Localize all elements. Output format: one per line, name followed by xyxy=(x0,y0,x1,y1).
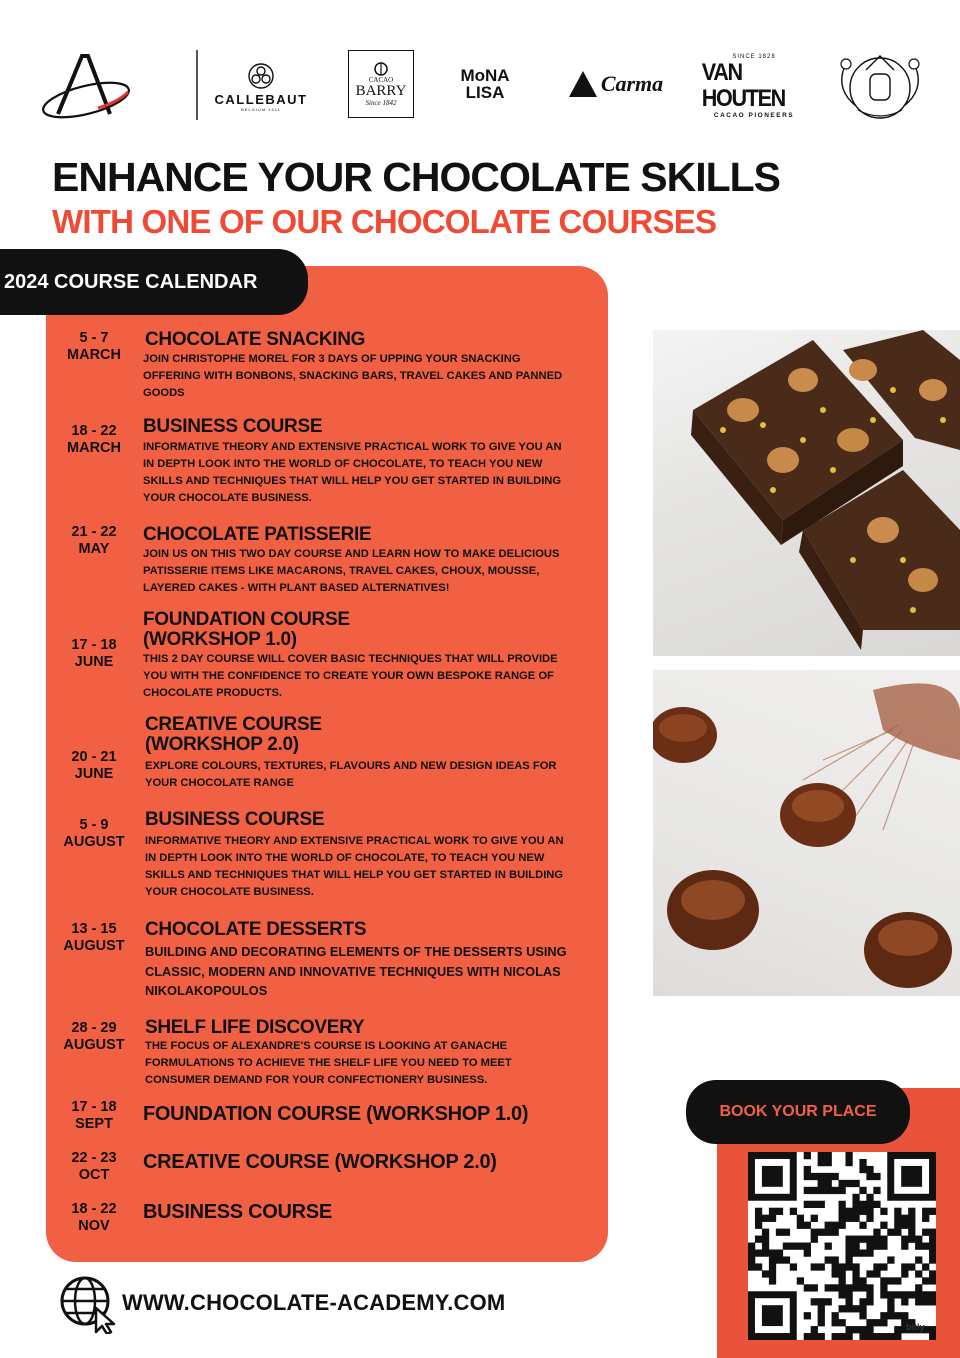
page-title: ENHANCE YOUR CHOCOLATE SKILLS xyxy=(52,154,781,200)
course-date: 18 - 22 NOV xyxy=(71,1201,117,1234)
course-date: 22 - 23 OCT xyxy=(71,1150,117,1183)
logo-divider xyxy=(196,50,198,120)
callebaut-name: CALLEBAUT xyxy=(214,91,308,107)
van-houten-name: VAN HOUTEN xyxy=(701,58,785,112)
qr-tag: bitly xyxy=(906,1322,925,1332)
carma-mountain-icon xyxy=(569,71,597,97)
crest-logo xyxy=(832,48,928,124)
course-title: BUSINESS COURSE xyxy=(145,809,325,830)
callebaut-emblem-icon xyxy=(248,63,274,89)
van-houten-since: SINCE 1828 xyxy=(732,53,776,60)
course-date: 17 - 18 SEPT xyxy=(71,1099,117,1132)
course-date: 5 - 7 MARCH xyxy=(67,330,121,363)
course-title: SHELF LIFE DISCOVERY xyxy=(145,1017,365,1038)
course-title: FOUNDATION COURSE (WORKSHOP 1.0) xyxy=(143,1103,529,1125)
course-description: INFORMATIVE THEORY AND EXTENSIVE PRACTICAL WORK TO GIVE YOU AN IN DEPTH LOOK INTO THE WORLD OF CHOCOLATE, TO TEACH YOU NEW SKILLS AND TECHNIQUES THAT WILL HELP YOU GET STARTED IN BUILDING YOUR CHOCOLATE BUSINESS. xyxy=(145,835,564,898)
course-description: BUILDING AND DECORATING ELEMENTS OF THE DESSERTS USING CLASSIC, MODERN AND INNOVATIVE TECHNIQUES WITH NICOLAS NIKOLAKOPOULOS xyxy=(145,944,567,998)
cacao-barry-line2: BARRY xyxy=(355,82,407,99)
mona-lisa-line1: MoNA xyxy=(460,66,510,85)
course-description: THIS 2 DAY COURSE WILL COVER BASIC TECHNIQUES THAT WILL PROVIDE YOU WITH THE CONFIDENCE TO CREATE YOUR OWN BESPOKE RANGE OF CHOCOLATE PRODUCTS. xyxy=(143,653,558,699)
course-date: 17 - 18 JUNE xyxy=(71,637,117,670)
course-description: EXPLORE COLOURS, TEXTURES, FLAVOURS AND NEW DESIGN IDEAS FOR YOUR CHOCOLATE RANGE xyxy=(145,760,557,789)
course-title: BUSINESS COURSE xyxy=(143,1201,332,1223)
course-date: 13 - 15 AUGUST xyxy=(63,921,125,954)
mona-lisa-logo xyxy=(450,64,520,104)
brownie-photo xyxy=(653,330,960,656)
callebaut-logo xyxy=(206,54,316,120)
carma-name: Carma xyxy=(600,71,664,96)
course-title: CHOCOLATE SNACKING xyxy=(145,329,366,350)
course-title: CHOCOLATE DESSERTS xyxy=(145,919,367,940)
callebaut-tag: BELGIUM 1911 xyxy=(241,106,281,112)
course-date: 28 - 29 AUGUST xyxy=(63,1020,125,1053)
academy-logo xyxy=(36,48,136,126)
cacao-barry-line1: CACAO xyxy=(368,75,394,84)
course-description: INFORMATIVE THEORY AND EXTENSIVE PRACTICAL WORK TO GIVE YOU AN IN DEPTH LOOK INTO THE WORLD OF CHOCOLATE, TO TEACH YOU NEW SKILLS AND TECHNIQUES THAT WILL HELP YOU GET STARTED IN BUILDING YOUR CHOCOLATE BUSINESS. xyxy=(143,441,562,504)
calendar-label: 2024 COURSE CALENDAR xyxy=(0,249,308,315)
course-description: JOIN US ON THIS TWO DAY COURSE AND LEARN HOW TO MAKE DELICIOUS PATISSERIE ITEMS LIKE MACARONS, TRAVEL CAKES, CHOUX, MOUSSE, LAYERED CAKES - WITH PLANT BASED ALTERNATIVES! xyxy=(143,548,560,594)
course-date: 20 - 21 JUNE xyxy=(71,749,117,782)
course-description: JOIN CHRISTOPHE MOREL FOR 3 DAYS OF UPPING YOUR SNACKING OFFERING WITH BONBONS, SNACKING BARS, TRAVEL CAKES AND PANNED GOODS xyxy=(143,353,563,399)
course-title: BUSINESS COURSE xyxy=(143,416,323,437)
mona-lisa-line2: LISA xyxy=(465,83,505,102)
course-title: CREATIVE COURSE (WORKSHOP 2.0) xyxy=(145,714,322,755)
cacao-barry-tag: Since 1842 xyxy=(365,98,397,107)
cacao-barry-logo xyxy=(348,50,414,118)
course-title: CHOCOLATE PATISSERIE xyxy=(143,524,372,545)
carma-logo xyxy=(554,66,678,102)
van-houten-logo xyxy=(696,53,812,119)
bonbons-photo xyxy=(653,670,960,996)
brand-logo-row xyxy=(30,44,930,134)
cacao-bean-icon xyxy=(373,62,389,76)
website-link[interactable]: WWW.CHOCOLATE-ACADEMY.COM xyxy=(122,1290,506,1315)
book-your-place-button[interactable]: BOOK YOUR PLACE xyxy=(686,1080,910,1144)
van-houten-tag: CACAO PIONEERS xyxy=(713,111,795,119)
page-subtitle: WITH ONE OF OUR CHOCOLATE COURSES xyxy=(52,203,717,240)
course-description: THE FOCUS OF ALEXANDRE'S COURSE IS LOOKING AT GANACHE FORMULATIONS TO ACHIEVE THE SHELF LIFE YOU NEED TO MEET CONSUMER DEMAND FOR YOUR CONFECTIONERY BUSINESS. xyxy=(145,1040,512,1086)
qr-code[interactable] xyxy=(748,1152,936,1340)
course-date: 5 - 9 AUGUST xyxy=(63,817,125,850)
course-date: 21 - 22 MAY xyxy=(71,524,117,557)
course-date: 18 - 22 MARCH xyxy=(67,423,121,456)
globe-cursor-icon xyxy=(58,1274,118,1334)
course-title: CREATIVE COURSE (WORKSHOP 2.0) xyxy=(143,1151,497,1173)
course-title: FOUNDATION COURSE (WORKSHOP 1.0) xyxy=(143,609,350,650)
